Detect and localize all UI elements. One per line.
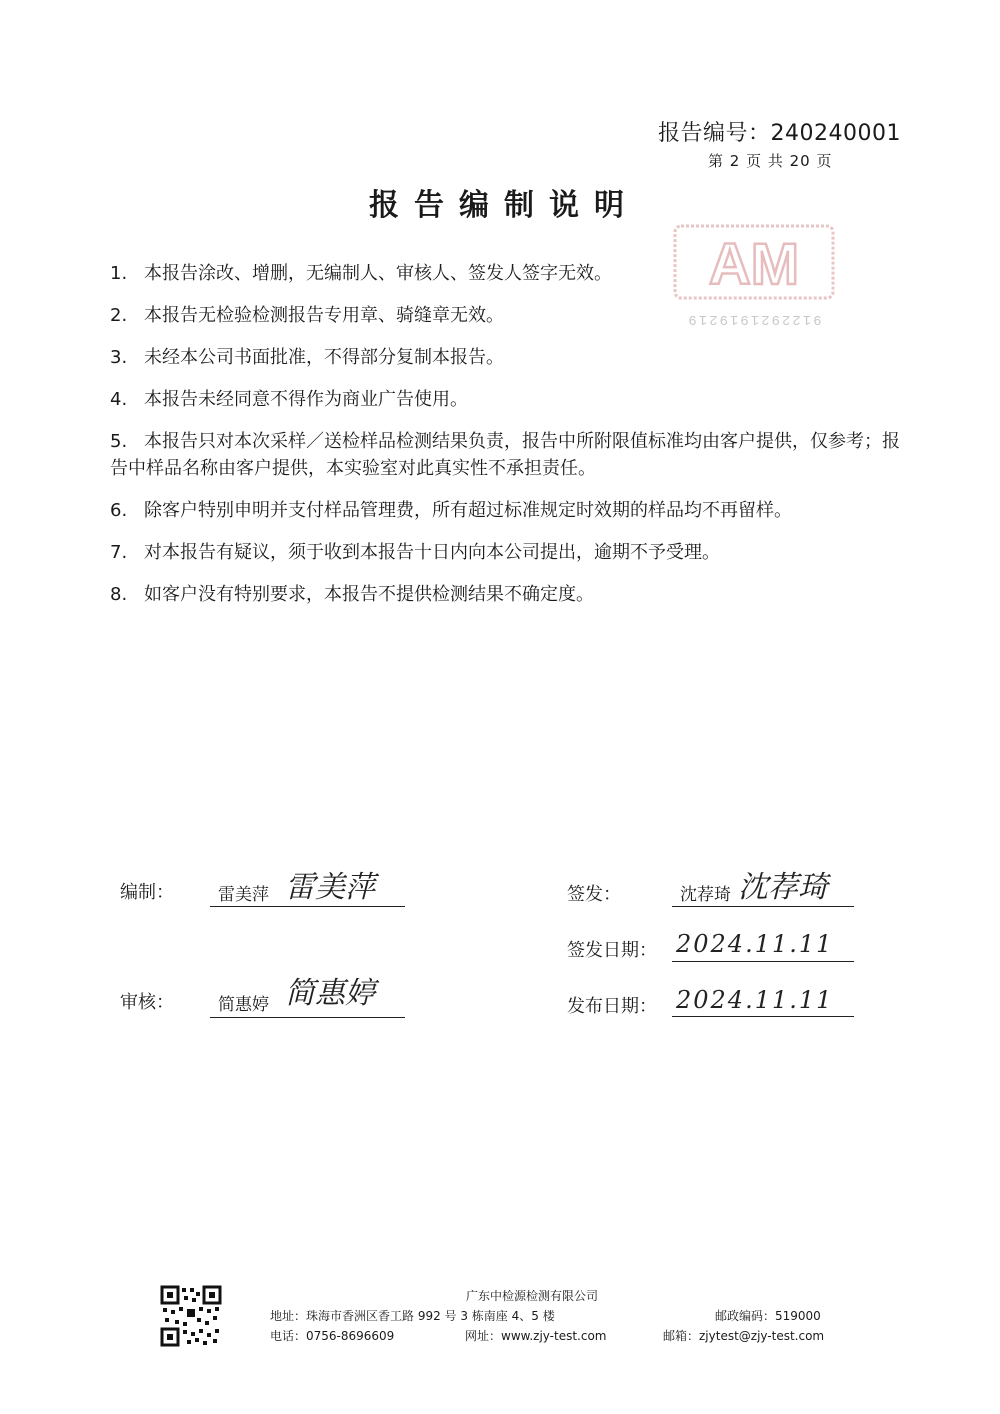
term-number: 2. xyxy=(110,305,128,326)
term-number: 3. xyxy=(110,347,128,368)
term-number: 7. xyxy=(110,542,128,563)
term-number: 4. xyxy=(110,389,128,410)
term-text: 本报告涂改、增删，无编制人、审核人、签发人签字无效。 xyxy=(144,263,612,284)
footer-company-name: 广东中检源检测有限公司 xyxy=(466,1289,599,1303)
issued-by-label: 签发： xyxy=(567,884,621,905)
footer-email: 邮箱：zjytest@zjy-test.com xyxy=(663,1329,825,1343)
issue-date-label: 签发日期： xyxy=(567,940,657,961)
footer-address: 地址：珠海市香洲区香工路 992 号 3 栋南座 4、5 楼 xyxy=(270,1309,555,1323)
term-item xyxy=(110,260,900,287)
term-item xyxy=(110,302,900,329)
document-title: 报告编制说明 xyxy=(369,188,639,223)
term-item xyxy=(110,386,900,413)
terms-list xyxy=(110,260,900,623)
seal-text: AM xyxy=(708,232,800,297)
qr-code-icon xyxy=(160,1285,222,1347)
page-indicator: 第 2 页 共 20 页 xyxy=(708,152,833,170)
issued-by-handwritten-signature: 沈荐琦 xyxy=(738,870,828,905)
term-item xyxy=(110,428,900,482)
compiled-by-label: 编制： xyxy=(120,882,174,903)
reviewed-by-name: 简惠婷 xyxy=(218,995,269,1015)
term-text: 本报告未经同意不得作为商业广告使用。 xyxy=(144,389,468,410)
reviewed-by-handwritten-signature: 简惠婷 xyxy=(285,976,375,1011)
reviewed-signature-line xyxy=(210,1017,405,1018)
term-number: 1. xyxy=(110,263,128,284)
term-text: 除客户特别申明并支付样品管理费，所有超过标准规定时效期的样品均不再留样。 xyxy=(144,500,792,521)
publish-date-line xyxy=(672,1016,854,1017)
term-number: 8. xyxy=(110,584,128,605)
term-item xyxy=(110,497,900,524)
reviewed-by-label: 审核： xyxy=(120,992,174,1013)
term-text: 本报告只对本次采样／送检样品检测结果负责，报告中所附限值标准均由客户提供，仅参考；报告中样品名称由客户提供，本实验室对此真实性不承担责任。 xyxy=(110,431,900,479)
publish-date-handwritten: 2024.11.11 xyxy=(676,986,834,1014)
compiled-signature-line xyxy=(210,906,405,907)
publish-date-label: 发布日期： xyxy=(567,996,657,1017)
term-item xyxy=(110,344,900,371)
term-item xyxy=(110,581,900,608)
issued-by-name: 沈荐琦 xyxy=(680,885,731,905)
compiled-by-handwritten-signature: 雷美萍 xyxy=(285,870,375,905)
term-text: 本报告无检验检测报告专用章、骑缝章无效。 xyxy=(144,305,504,326)
issue-date-handwritten: 2024.11.11 xyxy=(676,930,834,958)
footer-phone: 电话：0756-8696609 xyxy=(270,1329,395,1343)
issued-signature-line xyxy=(672,906,854,907)
term-text: 未经本公司书面批准，不得部分复制本报告。 xyxy=(144,347,504,368)
term-text: 对本报告有疑议，须于收到本报告十日内向本公司提出，逾期不予受理。 xyxy=(144,542,720,563)
footer-postcode: 邮政编码：519000 xyxy=(715,1309,821,1323)
term-text: 如客户没有特别要求，本报告不提供检测结果不确定度。 xyxy=(144,584,594,605)
seal-number: 9122921919219 xyxy=(686,311,822,327)
compiled-by-name: 雷美萍 xyxy=(218,885,269,905)
issue-date-line xyxy=(672,961,854,962)
footer-website: 网址：www.zjy-test.com xyxy=(465,1329,607,1343)
term-number: 6. xyxy=(110,500,128,521)
term-number: 5. xyxy=(110,431,128,452)
report-number: 报告编号：240240001 xyxy=(658,121,901,146)
term-item xyxy=(110,539,900,566)
